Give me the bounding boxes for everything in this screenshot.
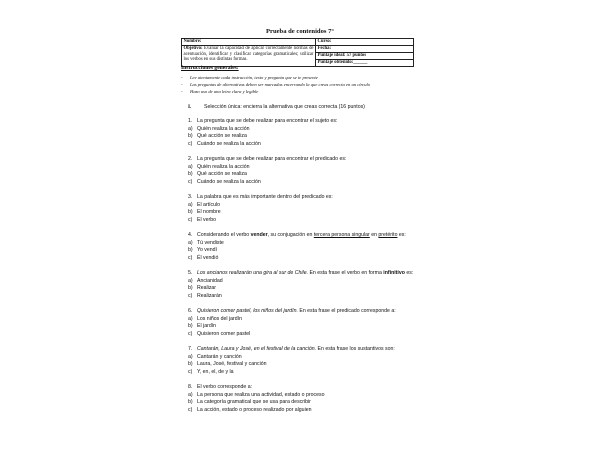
option-letter: b)	[188, 323, 193, 330]
option-text: Quisieron comer pastel	[197, 330, 251, 337]
question-text: La pregunta que se debe realizar para encontrar el predicado es:	[197, 156, 347, 162]
instructions-title: Instrucciones generales:	[181, 65, 239, 71]
option-text: Laura, José, festival y canción	[197, 361, 267, 368]
answer-option[interactable]	[188, 331, 250, 337]
question-stem	[188, 384, 252, 390]
option-text: Los niños del jardín	[197, 315, 242, 322]
option-text: Tú vendiste	[197, 239, 224, 246]
option-letter: c)	[188, 292, 193, 299]
option-letter: b)	[188, 133, 193, 140]
objective-text: Evaluar la capacidad de aplicar correctamente normas de acentuación, identificar y clasificar categorías gramaticales; utilizar los verbos en sus distintas formas.	[183, 46, 314, 62]
answer-option[interactable]	[188, 316, 242, 322]
option-letter: a)	[188, 391, 193, 398]
question-stem	[188, 232, 406, 238]
option-text: Qué acción se realiza	[197, 133, 247, 140]
option-letter: c)	[188, 330, 193, 337]
header-table	[181, 38, 414, 67]
question-text: , su conjugación en	[267, 232, 314, 238]
option-letter: c)	[188, 254, 193, 261]
option-text: El artículo	[197, 201, 221, 208]
answer-option[interactable]	[188, 209, 221, 215]
option-letter: a)	[188, 315, 193, 322]
question-text: es:	[404, 270, 414, 276]
answer-option[interactable]	[188, 171, 247, 177]
question-number: 5.	[188, 270, 193, 276]
name-cell: Nombre:	[182, 39, 316, 46]
objective-label: Objetivo:	[183, 46, 203, 52]
option-text: El nombre	[197, 209, 221, 216]
answer-option[interactable]	[188, 323, 216, 329]
question-text: Quisieron comer pastel, los niños del jardín.	[197, 308, 298, 314]
option-text: Realizar	[197, 285, 217, 292]
option-text: Yo vendí	[197, 247, 217, 254]
question-number: 2.	[188, 156, 193, 162]
answer-option[interactable]	[188, 133, 247, 139]
option-letter: a)	[188, 277, 193, 284]
option-text: Y, en, el, de y la	[197, 368, 234, 375]
question-text: Cantarán, Laura y José, en el festival de la canción.	[197, 346, 317, 352]
answer-option[interactable]	[188, 278, 223, 284]
question-number: 3.	[188, 194, 193, 200]
answer-option[interactable]	[188, 255, 218, 261]
question-stem	[188, 194, 333, 200]
question-text: tercera persona singular	[313, 232, 370, 238]
option-letter: c)	[188, 406, 193, 413]
option-text: Quién realiza la acción	[197, 163, 250, 170]
question-number: 7.	[188, 346, 193, 352]
option-letter: c)	[188, 178, 193, 185]
answer-option[interactable]	[188, 285, 216, 291]
question-text: La palabra que es más importante dentro del predicado es:	[197, 194, 333, 200]
answer-option[interactable]	[188, 240, 224, 246]
question-text: vender	[250, 232, 268, 238]
obtained-score-cell: Puntaje obtenido:______	[316, 59, 414, 66]
ideal-score-cell: Puntaje ideal: 57 puntos	[316, 52, 414, 59]
course-cell: Curso:	[316, 39, 414, 46]
option-text: Qué acción se realiza	[197, 171, 247, 178]
answer-option[interactable]	[188, 399, 311, 405]
question-text: pretérito	[378, 232, 398, 238]
instruction-item: - Hazo uso de una letra clara y legible	[181, 89, 259, 94]
question-number: 8.	[188, 384, 193, 390]
question-text: en	[369, 232, 379, 238]
option-letter: a)	[188, 125, 193, 132]
option-text: La acción, estado o proceso realizado por alguien	[197, 406, 312, 413]
section-heading	[188, 104, 365, 110]
answer-option[interactable]	[188, 354, 242, 360]
question-text: El verbo corresponde a:	[197, 384, 253, 390]
answer-option[interactable]	[188, 141, 261, 147]
question-text: Los ancianos realizarán una gira al sur de Chile.	[197, 270, 309, 276]
answer-option[interactable]	[188, 126, 249, 132]
option-letter: c)	[188, 368, 193, 375]
instruction-item: - Las preguntas de alternativas deben ser marcadas encerrando la que creas correcta en un círculo	[181, 82, 371, 87]
option-text: Ancianidad	[197, 277, 223, 284]
question-stem	[188, 308, 396, 314]
option-letter: a)	[188, 201, 193, 208]
answer-option[interactable]	[188, 361, 267, 367]
option-letter: a)	[188, 353, 193, 360]
option-text: Quién realiza la acción	[197, 125, 250, 132]
section-label: Selección única: encierra la alternativa que creas correcta (16 puntos)	[204, 104, 365, 110]
question-text: En esta frase los sustantivos son:	[316, 346, 395, 352]
question-number: 6.	[188, 308, 193, 314]
question-text: Considerando el verbo	[197, 232, 251, 238]
question-text: es:	[397, 232, 406, 238]
answer-option[interactable]	[188, 247, 217, 253]
option-letter: c)	[188, 216, 193, 223]
option-letter: b)	[188, 361, 193, 368]
option-text: Realizarán	[197, 292, 222, 299]
option-text: La categoría gramatical que se usa para describir	[197, 399, 311, 406]
option-letter: a)	[188, 239, 193, 246]
option-letter: b)	[188, 247, 193, 254]
answer-option[interactable]	[188, 164, 249, 170]
question-stem	[188, 346, 395, 352]
option-letter: c)	[188, 140, 193, 147]
option-text: Cuándo se realiza la acción	[197, 140, 261, 147]
option-letter: b)	[188, 209, 193, 216]
option-letter: b)	[188, 285, 193, 292]
date-cell: Fecha:	[316, 45, 414, 52]
answer-option[interactable]	[188, 392, 324, 398]
option-text: Él vendió	[197, 254, 219, 261]
objective-cell	[182, 45, 316, 66]
instruction-item: - Lee atentamente cada instrucción, texto y pregunta que se te presente	[181, 75, 318, 80]
question-stem	[188, 156, 346, 162]
option-text: Cuándo se realiza la acción	[197, 178, 261, 185]
section-number: I.	[188, 104, 192, 110]
question-text: infinitivo	[383, 270, 405, 276]
option-text: Cantarán y canción	[197, 353, 242, 360]
question-stem	[188, 118, 337, 124]
answer-option[interactable]	[188, 369, 234, 375]
question-number: 4.	[188, 232, 193, 238]
option-letter: b)	[188, 171, 193, 178]
question-stem	[188, 270, 413, 276]
option-text: El jardín	[197, 323, 217, 330]
option-text: La persona que realiza una actividad, estado o proceso	[197, 391, 325, 398]
answer-option[interactable]	[188, 407, 312, 413]
option-letter: b)	[188, 399, 193, 406]
answer-option[interactable]	[188, 293, 222, 299]
answer-option[interactable]	[188, 202, 220, 208]
page-title: Prueba de contenidos 7°	[265, 28, 335, 35]
option-letter: a)	[188, 163, 193, 170]
question-text: En esta frase el verbo en forma	[308, 270, 384, 276]
question-text: La pregunta que se debe realizar para encontrar el sujeto es:	[197, 118, 338, 124]
question-text: En esta frase el predicado corresponde a:	[297, 308, 396, 314]
answer-option[interactable]	[188, 217, 216, 223]
option-text: El verbo	[197, 216, 217, 223]
answer-option[interactable]	[188, 179, 261, 185]
question-number: 1.	[188, 118, 193, 124]
